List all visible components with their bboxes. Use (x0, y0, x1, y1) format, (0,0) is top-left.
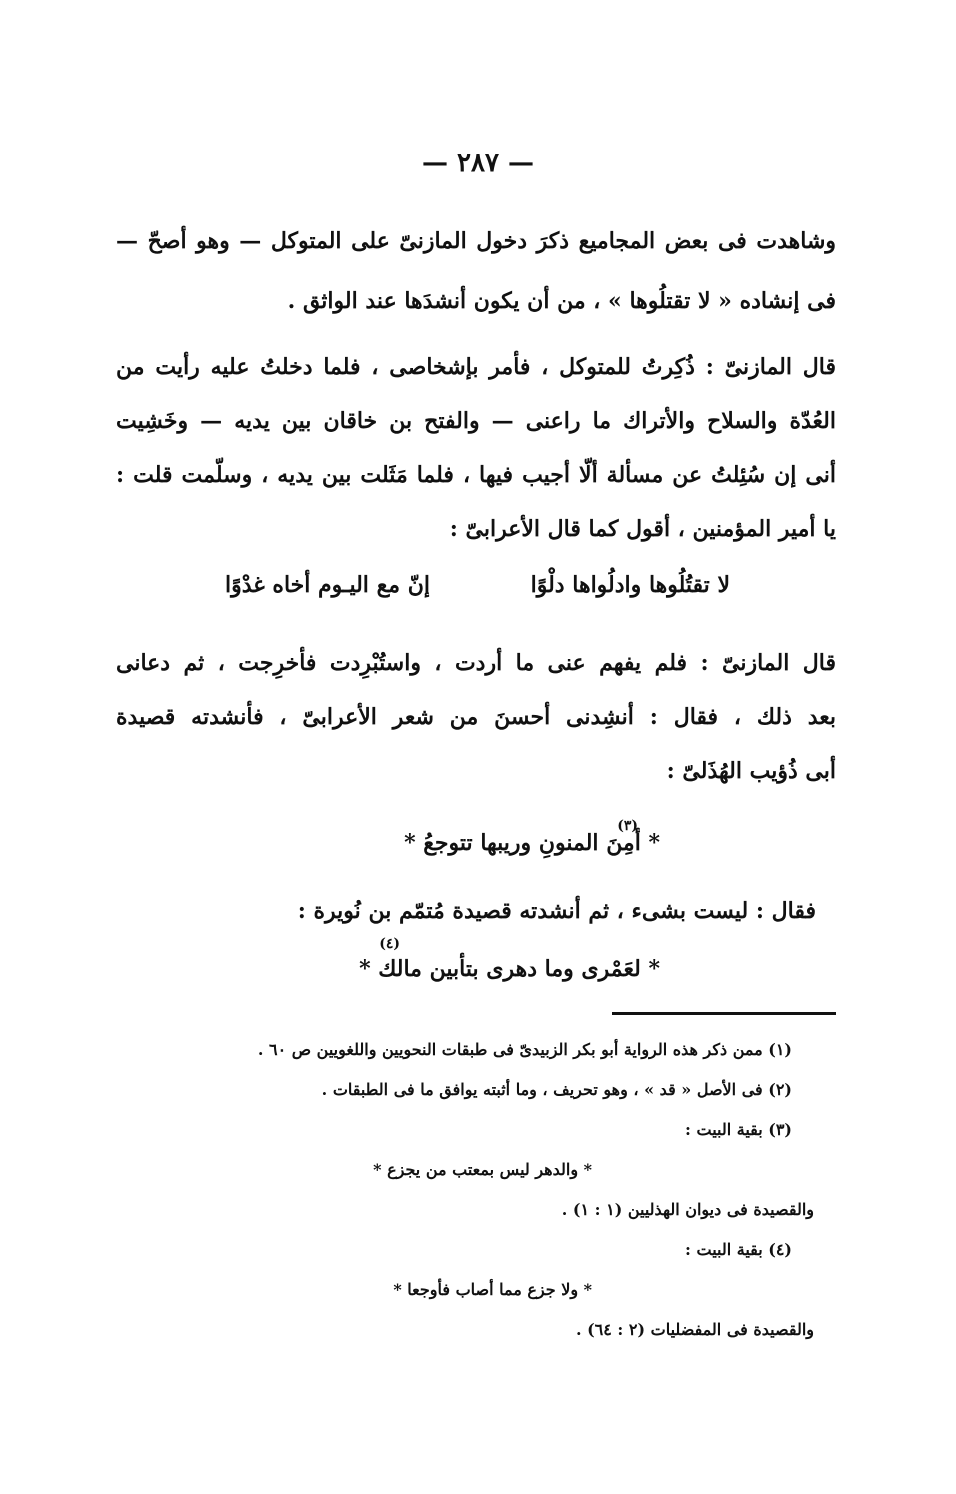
paragraph-line: أبى ذُؤيب الهُذَلىّ : (666, 758, 836, 784)
paragraph-line: قال المازنىّ : فلم يفهم عنى ما أردت ، واستُبْرِدت فأخرِجت ، ثم دعانى (116, 650, 836, 676)
footnote-marker: (٤) (379, 936, 400, 952)
footnote: (٢) فى الأصل « قد » ، وهو تحريف ، وما أثبته يوافق ما فى الطبقات . (321, 1080, 792, 1099)
footnote-separator (612, 1012, 836, 1015)
footnote-source: والقصيدة فى ديوان الهذليين (١ : ١) . (561, 1200, 814, 1219)
paragraph-line: قال المازنىّ : ذُكِرتُ للمتوكل ، فأمر بإشخاصى ، فلما دخلتُ عليه رأيت من (116, 354, 836, 380)
footnote-verse: * والدهر ليس بمعتب من يجزع * (373, 1160, 592, 1179)
verse-left-hemistich: إنّ مع اليـوم أخاه غدْوًا (224, 572, 430, 598)
paragraph-line: العُدّة والسلاح والأتراك ما راعنى — والفتح بن خاقان بين يديه — وخَشِيت (116, 408, 836, 434)
paragraph-line: وشاهدت فى بعض المجاميع ذكرَ دخول المازنىّ على المتوكل — وهو أصحّ — (116, 228, 836, 254)
footnote-marker: (٣) (617, 818, 638, 834)
paragraph-line: أنى إن سُئِلتُ عن مسألة ألّا أجيب فيها ، فلما مَثَلت بين يديه ، وسلّمت قلت : (116, 462, 836, 488)
verse-right-hemistich: لا تقتُلُوها وادلُواها دلْوًا (530, 572, 730, 598)
footnote: (١) ممن ذكر هذه الرواية أبو بكر الزبيدىّ فى طبقات النحويين واللغويين ص ٦٠ . (257, 1040, 792, 1059)
verse-quote: * لعَمْرى وما دهرى بتأبين مالك * (359, 956, 660, 982)
paragraph-line: يا أمير المؤمنين ، أقول كما قال الأعرابىّ : (449, 516, 836, 542)
paragraph-line: فى إنشاده « لا تقتلُوها » ، من أن يكون أنشدَها عند الواثق . (287, 288, 836, 314)
page-number: — ٢٨٧ — (421, 148, 535, 178)
verse-quote: * أمِنَ المنونِ وريبها تتوجعُ * (404, 830, 660, 856)
footnote: (٣) بقية البيت : (685, 1120, 792, 1139)
footnote-verse: * ولا جزع مما أصاب فأوجعا * (393, 1280, 592, 1299)
footnote: (٤) بقية البيت : (685, 1240, 792, 1259)
paragraph-line: فقال : ليست بشىء ، ثم أنشدته قصيدة مُتمّم بن نُويرة : (297, 898, 816, 924)
paragraph-line: بعد ذلك ، فقال : أنشِدنى أحسنَ من شعر الأعرابىّ ، فأنشدته قصيدة (116, 704, 836, 730)
footnote-source: والقصيدة فى المفضليات (٢ : ٦٤) . (575, 1320, 814, 1339)
